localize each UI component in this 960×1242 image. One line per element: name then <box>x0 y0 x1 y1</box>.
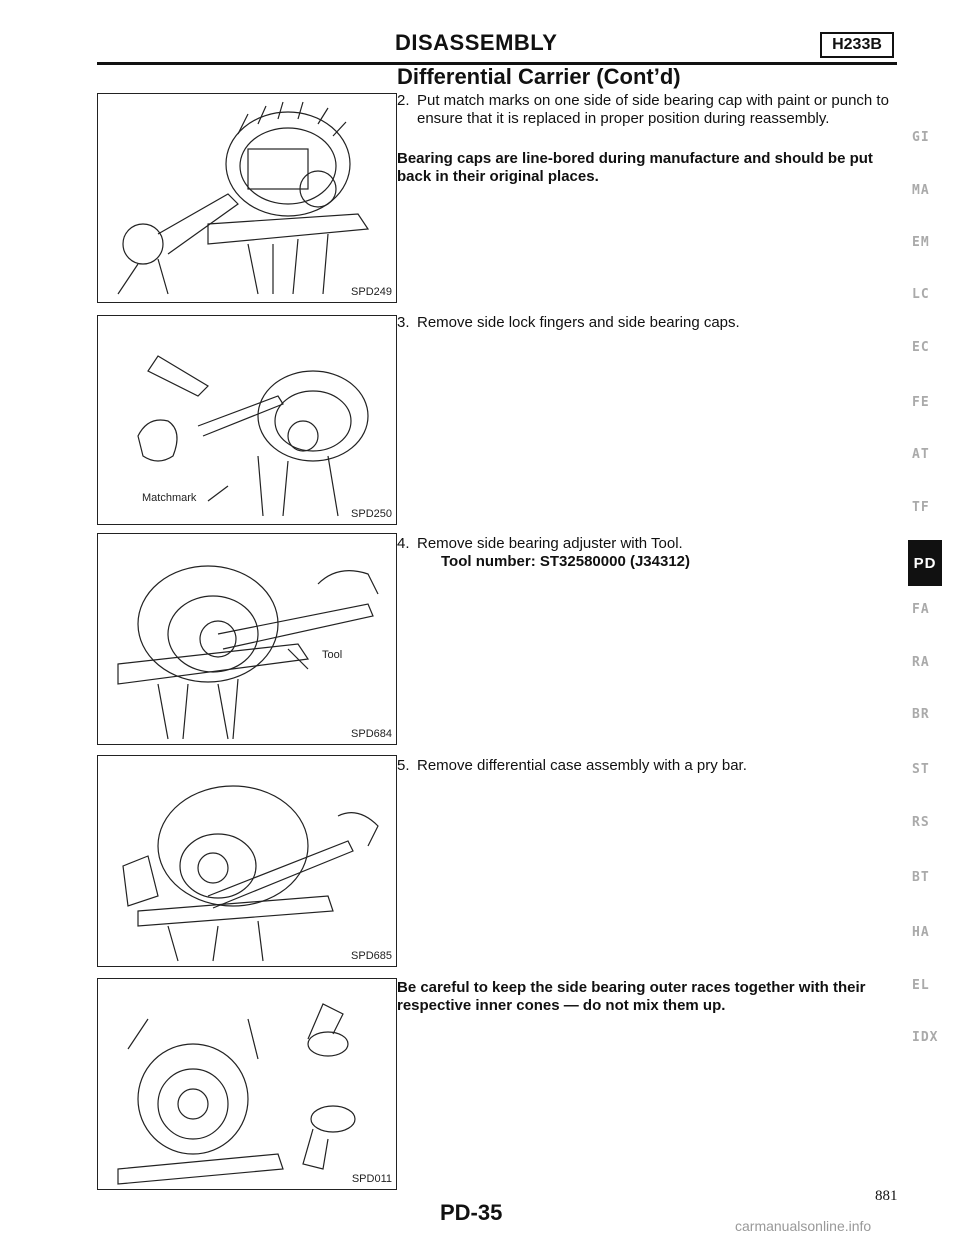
watermark: carmanualsonline.info <box>735 1218 872 1234</box>
figure-1-code: SPD249 <box>351 286 392 298</box>
step-4-tool-number: Tool number: ST32580000 (J34312) <box>441 553 690 570</box>
step-3-number: 3. <box>397 314 410 331</box>
side-tab-el[interactable]: EL <box>912 978 930 993</box>
page-total: 881 <box>875 1188 898 1204</box>
figure-1-illustration <box>98 94 396 302</box>
side-tab-fa[interactable]: FA <box>912 602 930 617</box>
step-4-number: 4. <box>397 535 410 552</box>
figure-2 <box>97 315 397 525</box>
step-2-number: 2. <box>397 92 410 109</box>
side-tab-gi[interactable]: GI <box>912 130 930 145</box>
figure-5 <box>97 978 397 1190</box>
figure-4-illustration <box>98 756 396 966</box>
side-tab-st[interactable]: ST <box>912 762 930 777</box>
figure-2-label: Matchmark <box>142 492 197 504</box>
figure-4-code: SPD685 <box>351 950 392 962</box>
side-tab-pd[interactable]: PD <box>908 540 942 586</box>
figure-1 <box>97 93 397 303</box>
section-title: Differential Carrier (Cont’d) <box>397 64 681 89</box>
step-5-text: Remove differential case assembly with a pry bar. <box>417 757 747 774</box>
side-tab-bt[interactable]: BT <box>912 870 930 885</box>
figure-4 <box>97 755 397 967</box>
step-3 <box>397 314 902 332</box>
step-2-text: Put match marks on one side of side bearing cap with paint or punch to ensure that it is replaced in proper position during reassembly. <box>417 92 889 127</box>
step-2-note: Bearing caps are line-bored during manufacture and should be put back in their original places. <box>397 150 873 185</box>
side-tab-ec[interactable]: EC <box>912 340 930 355</box>
side-tab-ma[interactable]: MA <box>912 183 930 198</box>
side-tab-rs[interactable]: RS <box>912 815 930 830</box>
figure-3-label: Tool <box>322 649 343 661</box>
side-tab-tf[interactable]: TF <box>912 500 930 515</box>
step-5 <box>397 757 902 775</box>
figure-3-code: SPD684 <box>351 728 392 740</box>
figure-3-illustration <box>98 534 396 744</box>
side-tab-br[interactable]: BR <box>912 707 930 722</box>
side-tab-at[interactable]: AT <box>912 447 930 462</box>
step-5-number: 5. <box>397 757 410 774</box>
section-code-badge: H233B <box>820 32 894 58</box>
page-header-title: DISASSEMBLY <box>395 30 558 55</box>
figure-3 <box>97 533 397 745</box>
page-number: PD-35 <box>440 1200 503 1225</box>
figure-2-code: SPD250 <box>351 508 392 520</box>
caution-note: Be careful to keep the side bearing outer races together with their respective inner cones — do not mix them up. <box>397 979 866 1014</box>
side-tab-lc[interactable]: LC <box>912 287 930 302</box>
side-tab-ra[interactable]: RA <box>912 655 930 670</box>
side-tab-ha[interactable]: HA <box>912 925 930 940</box>
side-tab-fe[interactable]: FE <box>912 395 930 410</box>
figure-5-illustration <box>98 979 396 1189</box>
side-tab-idx[interactable]: IDX <box>912 1030 939 1045</box>
step-4-text: Remove side bearing adjuster with Tool. <box>417 535 683 552</box>
step-2 <box>397 92 902 128</box>
step-3-text: Remove side lock fingers and side bearing caps. <box>417 314 740 331</box>
step-4 <box>397 535 902 571</box>
figure-5-code: SPD011 <box>351 1173 392 1185</box>
side-tab-em[interactable]: EM <box>912 235 930 250</box>
